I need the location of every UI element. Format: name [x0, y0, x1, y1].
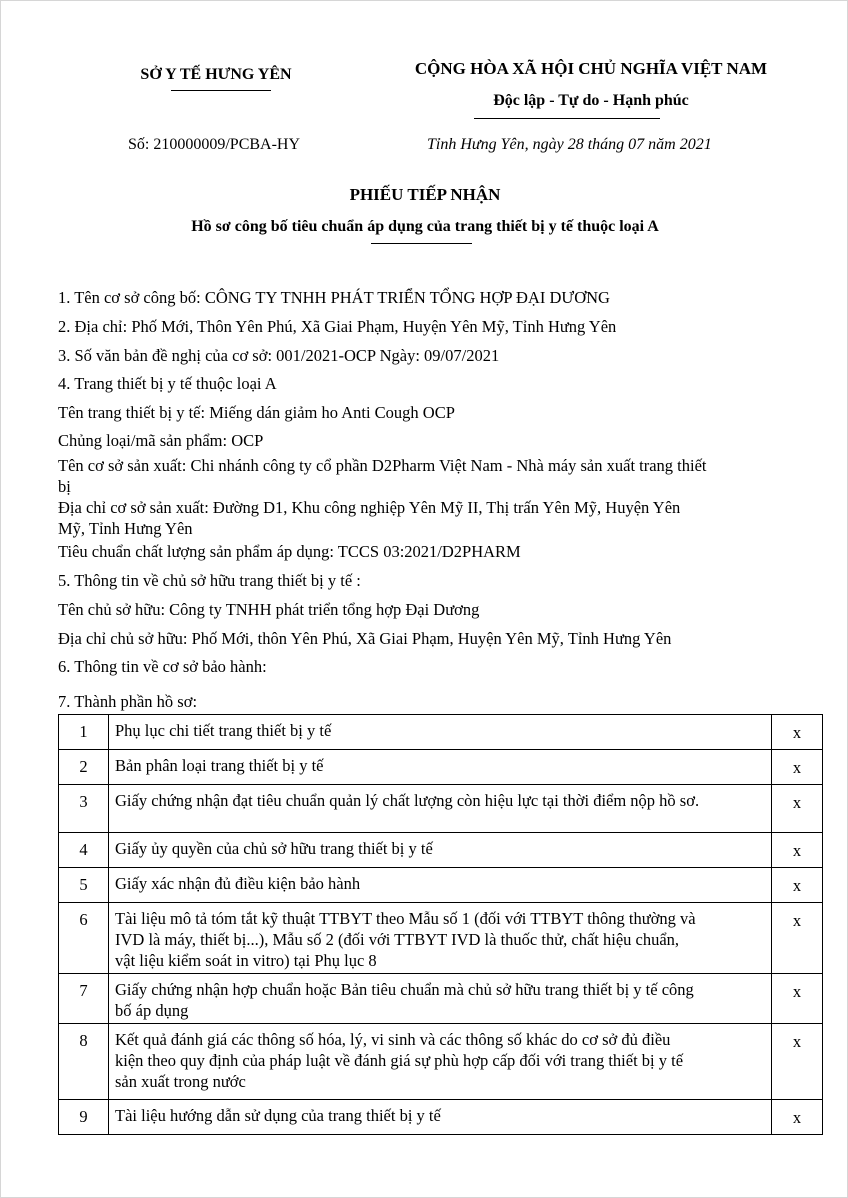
table-row — [59, 750, 823, 785]
item-number: 5 — [59, 868, 109, 903]
nation-name: CỘNG HÒA XÃ HỘI CHỦ NGHĨA VIỆT NAM — [414, 59, 768, 78]
table-row — [59, 868, 823, 903]
motto-underline — [474, 118, 660, 119]
agency-underline — [171, 90, 271, 91]
publisher-name: 1. Tên cơ sở công bố: CÔNG TY TNHH PHÁT TRIỂN TỔNG HỢP ĐẠI DƯƠNG — [58, 288, 610, 307]
item-number: 4 — [59, 833, 109, 868]
item-number: 1 — [59, 715, 109, 750]
document-subtitle: Hồ sơ công bố tiêu chuẩn áp dụng của trang thiết bị y tế thuộc loại A — [191, 218, 659, 235]
item-description: Bản phân loại trang thiết bị y tế — [109, 750, 772, 785]
item-check-mark: x — [772, 868, 823, 903]
manufacturer-address-line-2: Mỹ, Tỉnh Hưng Yên — [58, 519, 193, 538]
dossier-components-table — [58, 714, 823, 1135]
table-row — [59, 833, 823, 868]
item-description: Giấy chứng nhận đạt tiêu chuẩn quản lý chất lượng còn hiệu lực tại thời điểm nộp hồ sơ. — [109, 785, 772, 833]
item-check-mark: x — [772, 903, 823, 974]
publisher-address: 2. Địa chỉ: Phố Mới, Thôn Yên Phú, Xã Giai Phạm, Huyện Yên Mỹ, Tỉnh Hưng Yên — [58, 317, 617, 336]
item-number: 9 — [59, 1100, 109, 1135]
warranty-info-heading: 6. Thông tin về cơ sở bảo hành: — [58, 657, 267, 676]
owner-address: Địa chỉ chủ sở hữu: Phố Mới, thôn Yên Phú, Xã Giai Phạm, Huyện Yên Mỹ, Tỉnh Hưng Yên — [58, 629, 672, 648]
device-name: Tên trang thiết bị y tế: Miếng dán giảm ho Anti Cough OCP — [58, 403, 455, 422]
owner-info-heading: 5. Thông tin về chủ sở hữu trang thiết bị y tế : — [58, 571, 361, 590]
item-description: Tài liệu hướng dẫn sử dụng của trang thiết bị y tế — [109, 1100, 772, 1135]
item-check-mark: x — [772, 1024, 823, 1100]
item-description: Tài liệu mô tả tóm tắt kỹ thuật TTBYT theo Mẫu số 1 (đối với TTBYT thông thường và IVD là máy, thiết bị...), Mẫu số 2 (đối với TTBYT IVD là thuốc thử, chất hiệu chuẩn, vật liệu kiểm soát in vitro) tại Phụ lục 8 — [109, 903, 772, 974]
item-check-mark: x — [772, 750, 823, 785]
item-description: Giấy xác nhận đủ điều kiện bảo hành — [109, 868, 772, 903]
document-title: PHIẾU TIẾP NHẬN — [349, 185, 501, 204]
table-row — [59, 974, 823, 1024]
device-class-heading: 4. Trang thiết bị y tế thuộc loại A — [58, 374, 277, 393]
owner-name: Tên chủ sở hữu: Công ty TNHH phát triển tổng hợp Đại Dương — [58, 600, 480, 619]
item-description: Giấy chứng nhận hợp chuẩn hoặc Bản tiêu chuẩn mà chủ sở hữu trang thiết bị y tế công bố áp dụng — [109, 974, 772, 1024]
item-number: 6 — [59, 903, 109, 974]
quality-standard: Tiêu chuẩn chất lượng sản phẩm áp dụng: TCCS 03:2021/D2PHARM — [58, 542, 521, 561]
item-check-mark: x — [772, 1100, 823, 1135]
request-document: 3. Số văn bản đề nghị của cơ sở: 001/2021-OCP Ngày: 09/07/2021 — [58, 346, 500, 365]
item-description: Kết quả đánh giá các thông số hóa, lý, vi sinh và các thông số khác do cơ sở đủ điều kiện theo quy định của pháp luật về đánh giá sự phù hợp cấp đối với trang thiết bị y tế sản xuất trong nước — [109, 1024, 772, 1100]
item-number: 3 — [59, 785, 109, 833]
table-row — [59, 785, 823, 833]
item-number: 8 — [59, 1024, 109, 1100]
table-row — [59, 1100, 823, 1135]
table-row — [59, 1024, 823, 1100]
national-motto: Độc lập - Tự do - Hạnh phúc — [493, 92, 689, 109]
place-and-date: Tỉnh Hưng Yên, ngày 28 tháng 07 năm 2021 — [427, 136, 712, 153]
table-row — [59, 715, 823, 750]
manufacturer-line-2: bị — [58, 477, 71, 496]
manufacturer-address-line-1: Địa chỉ cơ sở sản xuất: Đường D1, Khu công nghiệp Yên Mỹ II, Thị trấn Yên Mỹ, Huyện Yên — [58, 498, 681, 517]
item-number: 2 — [59, 750, 109, 785]
agency-name: SỞ Y TẾ HƯNG YÊN — [140, 66, 292, 83]
manufacturer-line-1: Tên cơ sở sản xuất: Chi nhánh công ty cổ phần D2Pharm Việt Nam - Nhà máy sản xuất trang thiết — [58, 456, 707, 475]
item-check-mark: x — [772, 833, 823, 868]
document-number: Số: 210000009/PCBA-HY — [128, 136, 301, 153]
item-check-mark: x — [772, 715, 823, 750]
item-description: Giấy ủy quyền của chủ sở hữu trang thiết bị y tế — [109, 833, 772, 868]
dossier-components-heading: 7. Thành phần hồ sơ: — [58, 692, 198, 711]
product-model: Chủng loại/mã sản phẩm: OCP — [58, 431, 264, 450]
item-check-mark: x — [772, 785, 823, 833]
item-check-mark: x — [772, 974, 823, 1024]
item-number: 7 — [59, 974, 109, 1024]
item-description: Phụ lục chi tiết trang thiết bị y tế — [109, 715, 772, 750]
subtitle-underline — [371, 243, 472, 244]
table-row — [59, 903, 823, 974]
